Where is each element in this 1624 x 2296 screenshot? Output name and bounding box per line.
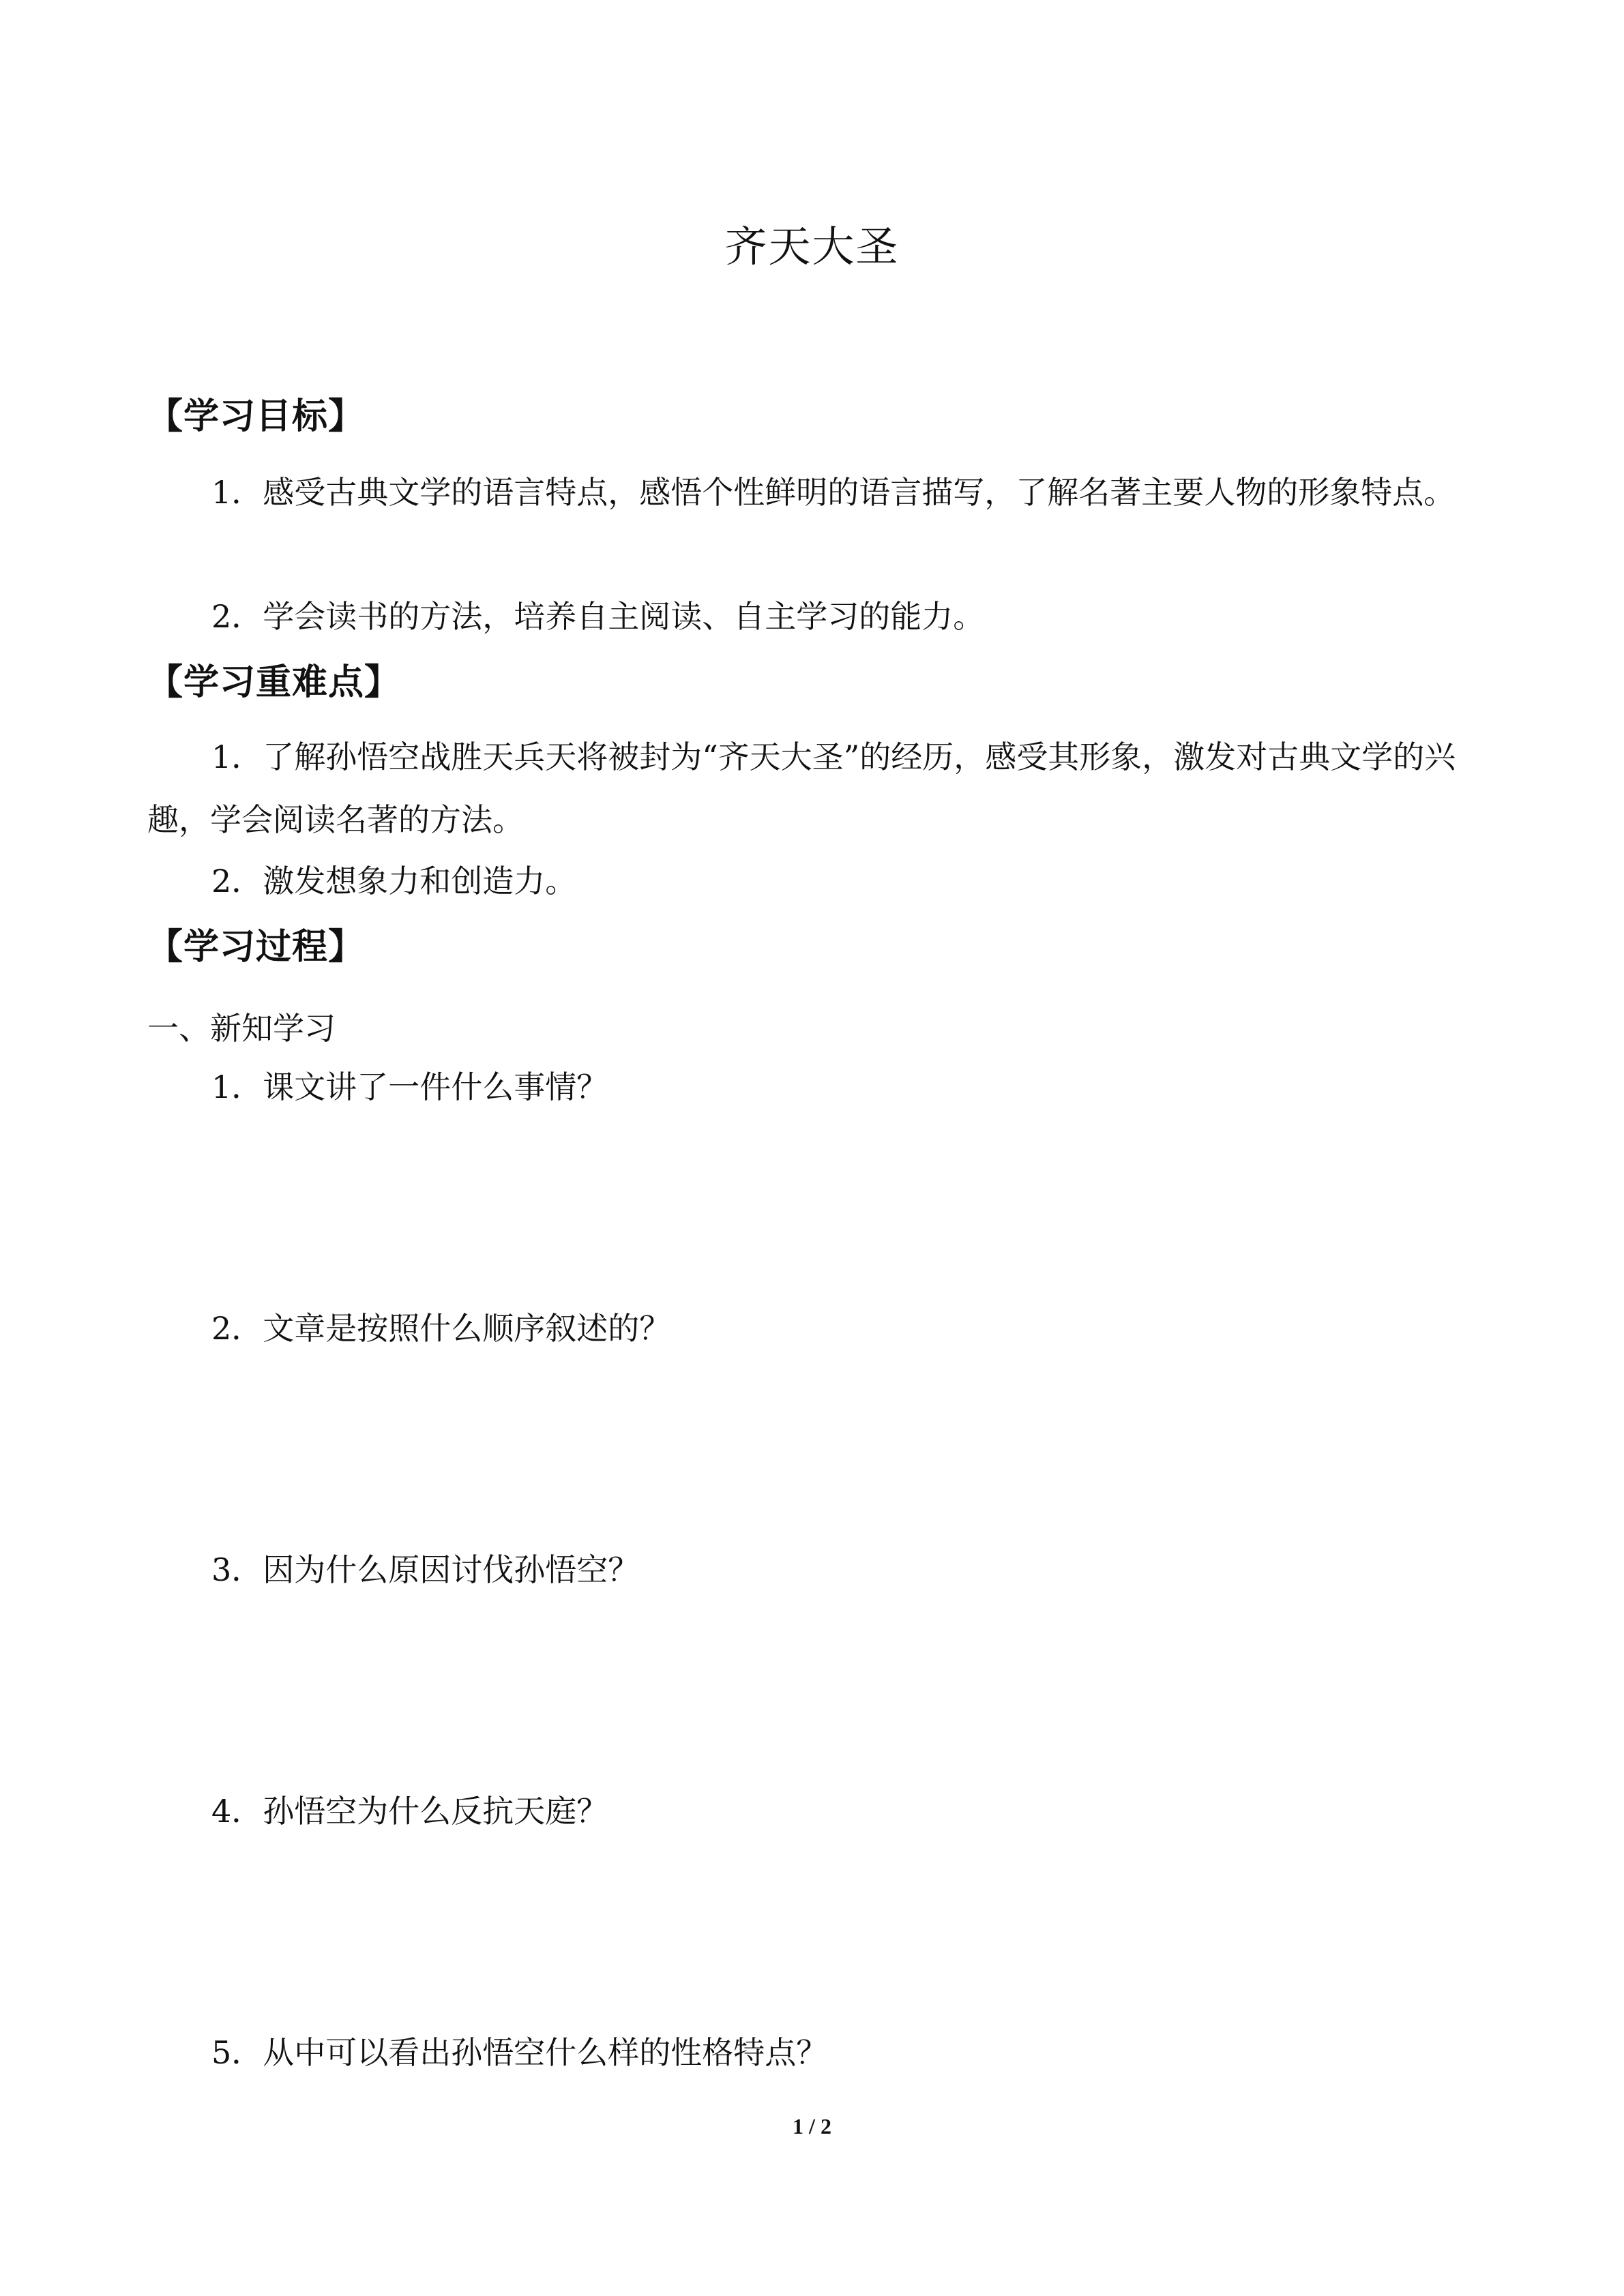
section-heading-goals: 【学习目标】 [147,396,365,437]
question-4: 4．孙悟空为什么反抗天庭？ [211,1793,608,1830]
page-title: 齐天大圣 [724,222,900,271]
key-point-item-1: 1．了解孙悟空战胜天兵天将被封为“齐天大圣”的经历，感受其形象，激发对古典文学的兴趣，学会阅读名著的方法。 [147,739,1456,838]
section-heading-key-points: 【学习重难点】 [147,662,401,703]
process-subheading: 一、新知学习 [147,1010,336,1047]
page-number: 1 / 2 [793,2114,831,2138]
key-point-item-2: 2．激发想象力和创造力。 [211,863,577,899]
question-3: 3．因为什么原因讨伐孙悟空？ [211,1551,640,1588]
question-5: 5．从中可以看出孙悟空什么样的性格特点？ [211,2034,828,2071]
goal-item-2: 2．学会读书的方法，培养自主阅读、自主学习的能力。 [211,598,985,635]
section-heading-process: 【学习过程】 [147,927,365,968]
question-2: 2．文章是按照什么顺序叙述的？ [211,1310,671,1347]
goal-item-1: 1．感受古典文学的语言特点，感悟个性鲜明的语言描写，了解名著主要人物的形象特点。 [211,474,1456,511]
question-1: 1．课文讲了一件什么事情？ [211,1069,608,1105]
